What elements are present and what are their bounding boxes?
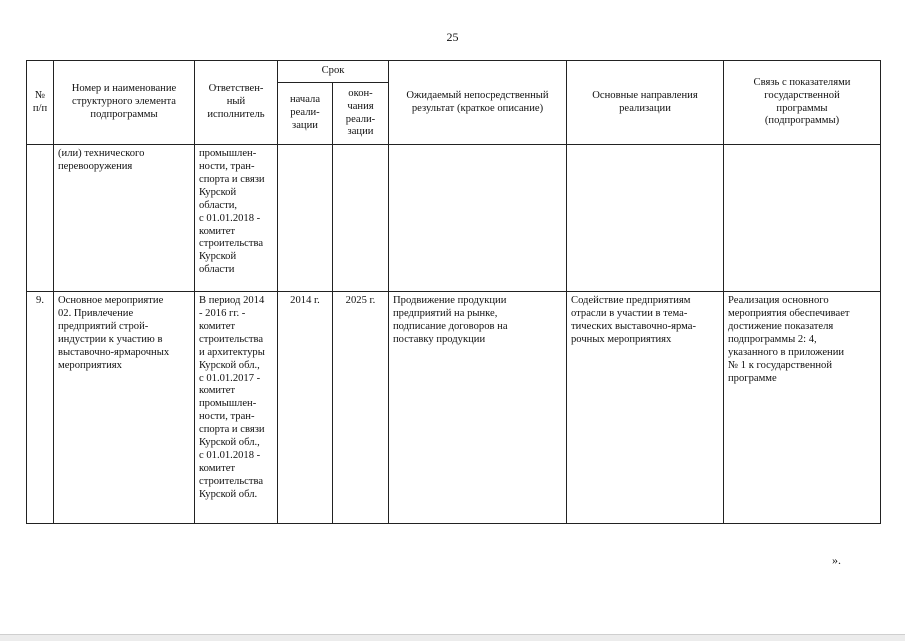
row-name: (или) технического перевооружения — [54, 145, 195, 292]
row-responsible: промышлен- ности, тран- спорта и связи Курской области, с 01.01.2018 - комитет строительства Курской области — [195, 145, 278, 292]
closing-quote-mark: ». — [832, 553, 841, 567]
header-responsible: Ответствен- ный исполнитель — [195, 61, 278, 145]
header-end: окон- чания реали- зации — [333, 83, 389, 145]
row-responsible: В период 2014 - 2016 гг. - комитет строительства и архитектуры Курской обл., с 01.01.2017 - комитет промышлен- ности, тран- спорта и связи Курской обл., с 01.01.2018 - комитет строительства Курской обл. — [195, 292, 278, 524]
header-expected-result: Ожидаемый непосредственный результат (краткое описание) — [389, 61, 567, 145]
row-num — [27, 145, 54, 292]
header-program-link: Связь с показателями государственной программы (подпрограммы) — [724, 61, 881, 145]
row-directions: Содействие предприятиям отрасли в участии в тема- тических выставочно-ярма- рочных мероприятиях — [567, 292, 724, 524]
header-term: Срок — [278, 61, 389, 83]
row-expected-result: Продвижение продукции предприятий на рынке, подписание договоров на поставку продукции — [389, 292, 567, 524]
header-name: Номер и наименование структурного элемента подпрограммы — [54, 61, 195, 145]
row-end — [333, 145, 389, 292]
row-expected-result — [389, 145, 567, 292]
row-end: 2025 г. — [333, 292, 389, 524]
table-row — [27, 145, 881, 292]
row-num: 9. — [27, 292, 54, 524]
page-number: 25 — [446, 30, 459, 44]
row-directions — [567, 145, 724, 292]
row-name: Основное мероприятие 02. Привлечение предприятий строй- индустрии к участию в выставочно-ярмарочных мероприятиях — [54, 292, 195, 524]
row-program-link — [724, 145, 881, 292]
header-num: № п/п — [27, 61, 54, 145]
header-start: начала реали- зации — [278, 83, 333, 145]
row-start: 2014 г. — [278, 292, 333, 524]
row-start — [278, 145, 333, 292]
header-directions: Основные направления реализации — [567, 61, 724, 145]
table-row — [27, 292, 881, 524]
activities-table — [26, 60, 881, 524]
row-program-link: Реализация основного мероприятия обеспечивает достижение показателя подпрограммы 2: 4, указанного в приложении № 1 к государственной программе — [724, 292, 881, 524]
